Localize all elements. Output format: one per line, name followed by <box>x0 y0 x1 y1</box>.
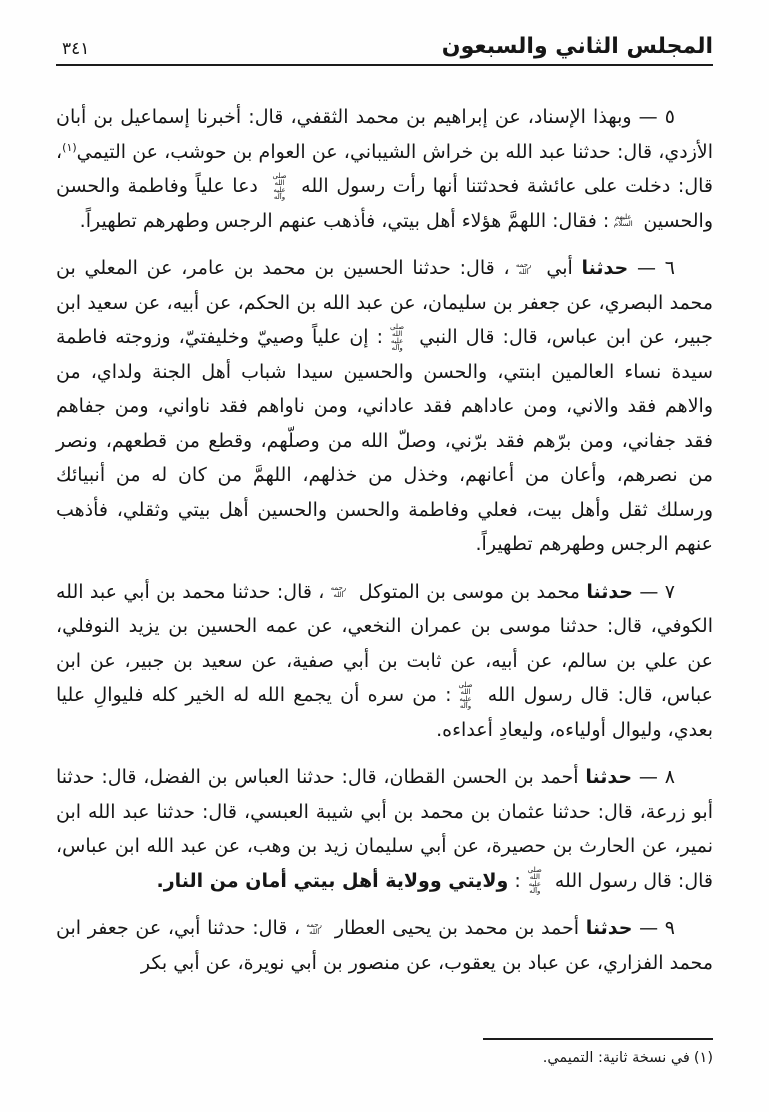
text-segment: : من سره أن يجمع الله له الخير كله فليوالِ عليا بعدي، وليوال أولياءه، وليعادِ أعداءه. <box>56 684 713 741</box>
footnote-divider <box>483 1038 713 1040</box>
bold-text-segment: ولايتي وولاية أهل بيتي أمان من النار. <box>156 869 509 892</box>
text-segment: ٨ — <box>632 766 675 788</box>
page-body <box>56 100 713 993</box>
text-segment: محمد بن موسى بن المتوكل <box>352 580 587 603</box>
text-segment: ٩ — <box>632 917 675 939</box>
text-segment: أبي <box>537 257 582 279</box>
footnote <box>56 1047 713 1069</box>
bold-text-segment: حدثنا <box>586 580 634 603</box>
text-segment: ، قال: حدثنا محمد بن أبي عبد الله الكوفي، قال: حدثنا موسى بن عمران النخعي، عن عمه الحسين بن يزيد النوفلي، عن علي بن سالم، عن أبيه، عن ثابت بن أبي صفية، عن سعيد بن جبير، عن ابن عباس، قال: قال رسول الله <box>56 580 713 706</box>
bold-text-segment: حدثنا <box>585 766 633 788</box>
page-header <box>56 34 713 66</box>
footnote-marker: (١) <box>693 1050 713 1066</box>
footnote-ref: (١) <box>62 140 77 154</box>
text-segment: : إن علياً وصييّ وخليفتيّ، وزوجته فاطمة سيدة نساء العالمين ابنتي، والحسن والحسين سيدا شباب أهل الجنة ولداي، من والاهم فقد والاني، ومن عاداهم فقد عاداني، ومن ناواهم فقد ناواني، ومن جفاهم فقد جفاني، ومن برّهم فقد برّني، وصلّ الله من وصلّهم، وقطع من قطعهم، ونصر من نصرهم، وأعان من أعانهم، وخذل من خذلهم، اللهمَّ من كان له من أنبيائك ورسلك ثقل وأهل بيت، فعلي وفاطمة والحسن والحسين أهل بيتي وثقلي، فأذهب عنهم الرجس وطهرهم تطهيراً. <box>56 326 713 555</box>
hadith-6 <box>56 251 713 562</box>
text-segment: أحمد بن محمد بن يحيى العطار <box>328 917 586 939</box>
honorific-symbol: رحمه الله <box>515 260 532 276</box>
page-number: ٣٤١ <box>62 39 90 59</box>
text-segment: ، قال: دخلت على عائشة فحدثتنا أنها رأت رسول الله <box>56 140 713 197</box>
honorific-symbol: صلى الله عليه وآله <box>390 322 405 352</box>
hadith-8 <box>56 760 713 898</box>
text-segment: : فقال: اللهمَّ هؤلاء أهل بيتي، فأذهب عنهم الرجس وطهرهم تطهيراً. <box>79 209 610 232</box>
text-segment: ، قال: حدثنا أبي، عن جعفر ابن محمد الفزاري، عن عباد بن يعقوب، عن منصور بن أبي نويرة، عن أبي بكر <box>56 917 713 974</box>
honorific-symbol: صلى الله عليه وآله <box>272 171 287 201</box>
text-segment: ٦ — <box>628 257 675 279</box>
text-segment: ٥ — وبهذا الإسناد، عن إبراهيم بن محمد الثقفي، قال: أخبرنا إسماعيل بن أبان الأزدي، قال: حدثنا عبد الله بن خراش الشيباني، عن العوام بن حوشب، عن التيمي <box>56 106 713 163</box>
text-segment: ٧ — <box>633 580 675 603</box>
honorific-symbol: صلى الله عليه وآله <box>458 680 473 710</box>
bold-text-segment: حدثنا <box>581 257 629 279</box>
hadith-9 <box>56 911 713 980</box>
honorific-symbol: عليهم السلام <box>613 213 633 228</box>
honorific-symbol: صلى الله عليه وآله <box>527 866 542 895</box>
page-title: المجلس الثاني والسبعون <box>441 34 713 59</box>
text-segment: دعا علياً وفاطمة والحسن والحسين <box>56 175 713 232</box>
bold-text-segment: حدثنا <box>585 917 633 939</box>
footnote-body-text: في نسخة ثانية: التميمي. <box>542 1050 690 1066</box>
text-segment: أحمد بن الحسن القطان، قال: حدثنا العباس بن الفضل، قال: حدثنا أبو زرعة، قال: حدثنا عثمان بن محمد بن أبي شيبة العبسي، قال: حدثنا عبد الله ابن نمير، عن الحارث بن حصيرة، عن أبي سليمان زيد بن وهب، عن عبد الله ابن عباس، قال: قال رسول الله <box>56 766 713 892</box>
honorific-symbol: رحمه الله <box>306 920 322 936</box>
hadith-5 <box>56 100 713 238</box>
hadith-7 <box>56 575 713 748</box>
text-segment: ، قال: حدثنا الحسين بن محمد بن عامر، عن المعلي بن محمد البصري، عن جعفر بن سليمان، عن عبد الله بن الحكم، عن أبيه، عن سعيد ابن جبير، عن ابن عباس، قال: قال النبي <box>56 257 714 348</box>
honorific-symbol: رحمه الله <box>330 584 347 599</box>
footnote-area <box>56 1038 713 1069</box>
text-segment: : <box>508 869 521 892</box>
